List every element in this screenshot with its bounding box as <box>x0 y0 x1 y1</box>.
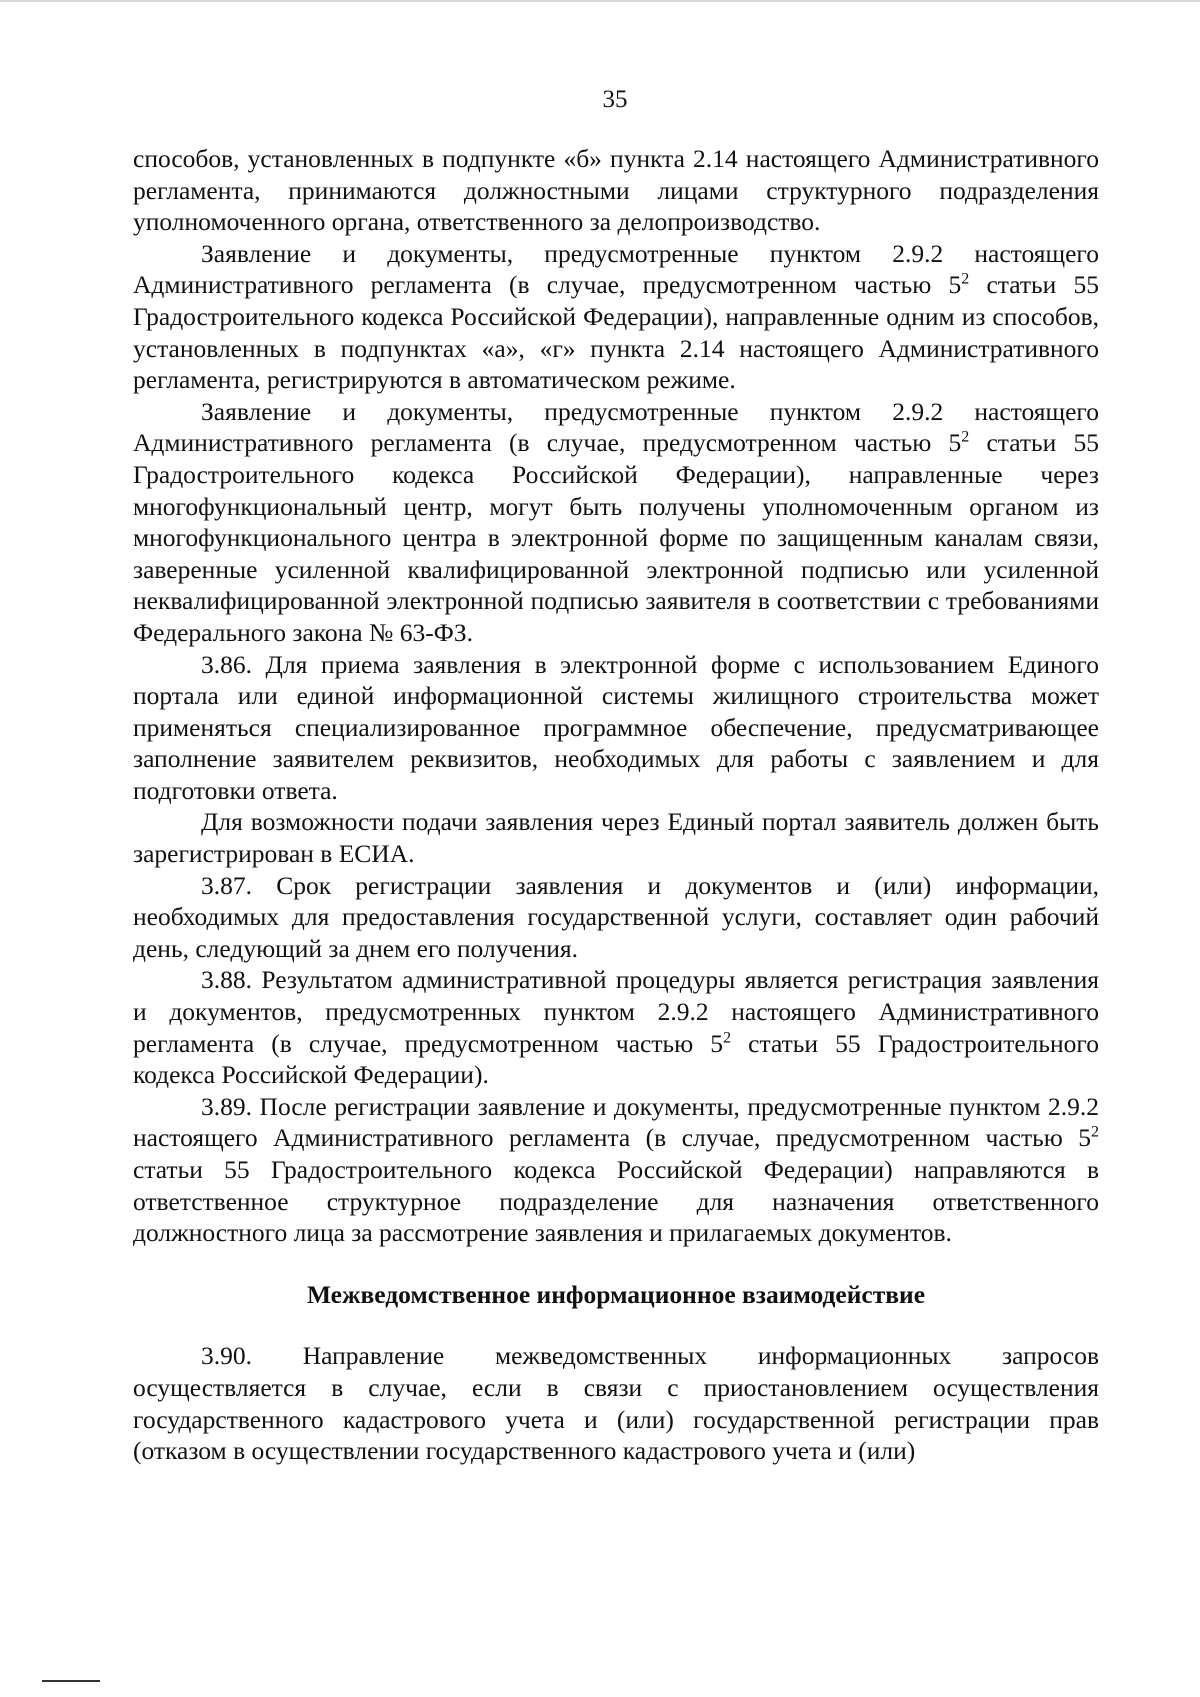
paragraph-3-90: 3.90. Направление межведомственных информационных запросов осуществляется в случае, если в связи с приостановлением осуществления государственного кадастрового учета и (или) государственной регистрации прав (отказом в осуществлении государственного кадастрового учета и (или) <box>133 1341 1099 1466</box>
paragraph-text: статьи 55 Градостроительного кодекса Российской Федерации) направляются в ответственное структурное подразделение для назначения ответственного должностного лица за рассмотрение заявления и прилагаемых документов. <box>133 1155 1099 1248</box>
superscript: 2 <box>723 1029 732 1047</box>
scan-top-edge <box>0 0 1200 2</box>
paragraph-esia-registration: Для возможности подачи заявления через Единый портал заявитель должен быть зарегистрирован в ЕСИА. <box>133 807 1099 869</box>
paragraph-text: статьи 55 Градостроительного кодекса Российской Федерации), направленные через многофункциональный центр, могут быть получены уполномоченным органом из многофункционального центра в электронной форме по защищенным каналам связи, заверенные усиленной квалифицированной электронной подписью или усиленной неквалифицированной электронной подписью заявителя в соответствии с требованиями Федерального закона № 63-ФЗ. <box>133 428 1099 647</box>
paragraph-text: 3.88. Результатом административной процедуры является регистрация заявления и документов, предусмотренных пунктом 2.9.2 настоящего Административного регламента (в случае, предусмотренном частью 5 <box>133 965 1099 1058</box>
paragraph-text: статьи 55 Градостроительного кодекса Российской Федерации), направленные одним из способов, установленных в подпунктах «а», «г» пункта 2.14 настоящего Административного регламента, регистрируются в автоматическом режиме. <box>133 270 1099 395</box>
superscript: 2 <box>961 270 970 288</box>
paragraph-text: Заявление и документы, предусмотренные пунктом 2.9.2 настоящего Административного регламента (в случае, предусмотренном частью 5 <box>133 396 1099 458</box>
paragraph-text: 3.89. После регистрации заявление и документы, предусмотренные пунктом 2.9.2 настоящего Административного регламента (в случае, предусмотренном частью 5 <box>133 1091 1099 1153</box>
paragraph-3-87: 3.87. Срок регистрации заявления и документов и (или) информации, необходимых для предоставления государственной услуги, составляет один рабочий день, следующий за днем его получения. <box>133 870 1099 963</box>
document-body <box>133 143 1099 1467</box>
page-number: 35 <box>602 86 628 113</box>
paragraph-mfc-receipt <box>133 396 1099 649</box>
section-heading: Межведомственное информационное взаимодействие <box>306 1279 926 1309</box>
paragraph-automatic-registration <box>133 238 1099 396</box>
paragraph-text: Заявление и документы, предусмотренные пунктом 2.9.2 настоящего Административного регламента (в случае, предусмотренном частью 5 <box>133 238 1099 300</box>
paragraph-3-86: 3.86. Для приема заявления в электронной форме с использованием Единого портала или единой информационной системы жилищного строительства может применяться специализированное программное обеспечение, предусматривающее заполнение заявителем реквизитов, необходимых для работы с заявлением и для подготовки ответа. <box>133 649 1099 805</box>
paragraph-3-88 <box>133 964 1099 1090</box>
paragraph-text: статьи 55 Градостроительного кодекса Российской Федерации). <box>133 1028 1099 1090</box>
paragraph-continuation: способов, установленных в подпункте «б» пункта 2.14 настоящего Административного регламента, принимаются должностными лицами структурного подразделения уполномоченного органа, ответственного за делопроизводство. <box>133 144 1099 237</box>
scan-artifact-line <box>42 1680 100 1682</box>
superscript: 2 <box>1091 1123 1099 1141</box>
paragraph-3-89 <box>133 1091 1099 1249</box>
superscript: 2 <box>961 428 970 446</box>
